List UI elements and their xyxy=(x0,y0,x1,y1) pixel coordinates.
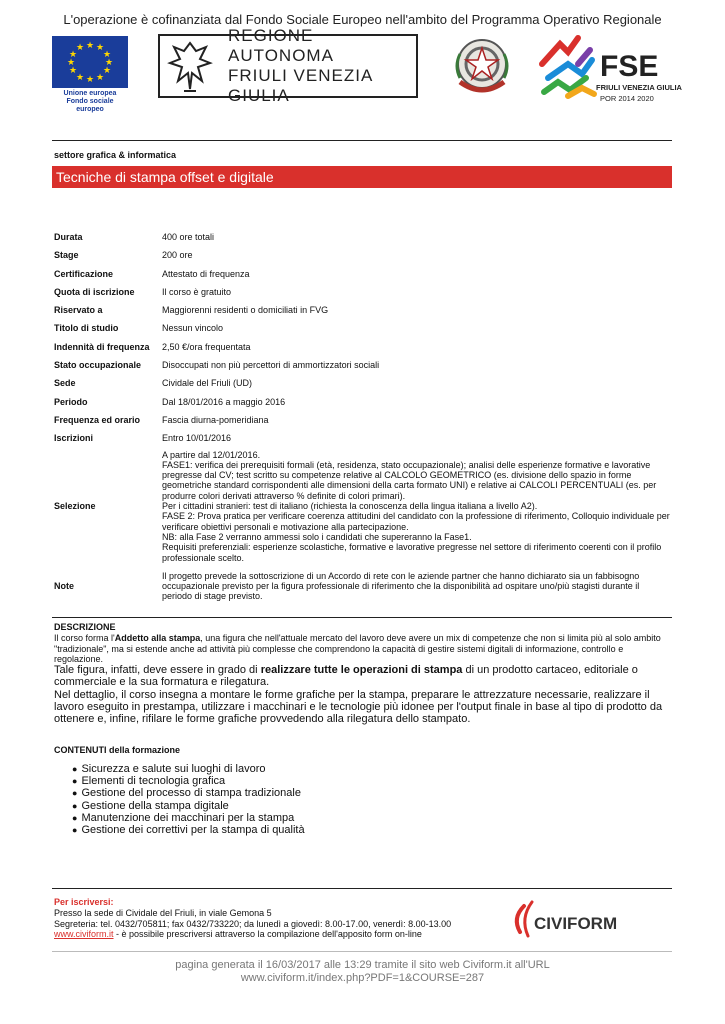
selection-line: FASE1: verifica dei prerequisiti formali (età, residenza, stato occupazionale); analisi delle esperienze formative e lavorative pregresse dal CV; test scritto su competenze relative al CALCOLO GEOMETRICO (es. divisione dello spazio in forme geometriche standard corrispondenti alle dimensioni della carta formato UNI) e relative ai CALCOLI PERCENTUALI (es. per produrre colori derivati attraverso % definite di colori primari). xyxy=(162,459,657,501)
info-label: Iscrizioni xyxy=(54,433,94,444)
table-row xyxy=(52,228,672,246)
info-label: Durata xyxy=(54,232,83,242)
eu-logo xyxy=(52,36,132,114)
table-row xyxy=(52,319,672,337)
info-value: Fascia diurna-pomeridiana xyxy=(162,414,269,425)
info-value: Nessun vincolo xyxy=(162,323,224,334)
eu-flag-icon: ★ ★ ★ ★ ★ ★ ★ ★ ★ ★ ★ ★ xyxy=(52,36,128,88)
logo-strip xyxy=(52,26,682,113)
info-value: Maggiorenni residenti o domiciliati in FVG xyxy=(162,305,329,316)
note-text: Il progetto prevede la sottoscrizione di un Accordo di rete con le aziende partner che hanno dichiarato sia un fabbisogno occupazionale previsto per la figura professionale di riferimento che la disponibilità ad ospitare uno/più stagisti durante il periodo di stage previsto. xyxy=(162,570,640,602)
table-row xyxy=(52,429,672,447)
info-label: Stage xyxy=(54,250,79,261)
table-row xyxy=(52,565,672,604)
info-label: Note xyxy=(54,581,74,592)
table-row xyxy=(52,411,672,429)
footer-divider xyxy=(52,951,672,952)
info-label: Quota di iscrizione xyxy=(54,286,135,297)
fse-title: FSE xyxy=(600,50,659,83)
info-value: 200 ore xyxy=(162,250,193,261)
info-label: Periodo xyxy=(54,396,88,407)
info-value: Entro 10/01/2016 xyxy=(162,433,232,444)
cofinance-header: L'operazione è cofinanziata dal Fondo Sociale Europeo nell'ambito del Programma Operativo Regionale xyxy=(63,12,662,27)
selection-line: Requisiti preferenziali: esperienze scolastiche, formative e lavorative pregresse nel settore di riferimento coerenti con il profilo professionale scelto. xyxy=(162,542,662,563)
info-value: Attestato di frequenza xyxy=(162,268,250,279)
selection-line: Per i cittadini stranieri: test di italiano (richiesta la conoscenza della lingua italiana a livello A2). xyxy=(162,501,538,512)
enrollment-heading: Per iscriversi: xyxy=(54,897,114,907)
fse-region: FRIULI VENEZIA GIULIA xyxy=(596,83,682,92)
info-value: Disoccupati non più percettori di ammortizzatori sociali xyxy=(162,360,380,371)
info-label: Certificazione xyxy=(54,268,114,279)
course-sector: settore grafica & informatica xyxy=(54,150,177,160)
table-row xyxy=(52,283,672,301)
enrollment-online: www.civiform.it - è possibile prescriversi attraverso la compilazione dell'apposito form on-line xyxy=(54,929,422,940)
selection-text xyxy=(160,448,672,565)
table-row xyxy=(52,448,672,565)
course-title: Tecniche di stampa offset e digitale xyxy=(52,166,672,188)
info-value: Cividale del Friuli (UD) xyxy=(162,378,253,389)
selection-line: A partire dal 12/01/2016. xyxy=(162,449,261,460)
footer-generated: pagina generata il 16/03/2017 alle 13:29 tramite il sito web Civiform.it all'URL xyxy=(175,959,550,971)
description-paragraph-3: Nel dettaglio, il corso insegna a montare le forme grafiche per la stampa, preparare le attrezzature necessarie, realizzare il lavoro eseguito in prestampa, utilizzare i macchinari e le tecnologie più idonee per l'output finale in base al tipo di prodotto da ottenere e, infine, rifilare le forme grafiche provvedendo alla rilegatura dello stampato. xyxy=(54,688,663,726)
page-footer xyxy=(0,959,725,985)
fse-por: POR 2014 2020 xyxy=(600,94,654,103)
enrollment-address: Presso la sede di Cividale del Friuli, in viale Gemona 5 xyxy=(54,907,272,918)
info-label: Stato occupazionale xyxy=(54,360,142,371)
enrollment-info xyxy=(54,897,451,940)
info-label: Selezione xyxy=(54,501,96,512)
list-item: ● Gestione dei correttivi per la stampa di qualità xyxy=(72,824,305,836)
table-row xyxy=(52,393,672,411)
region-fvg-logo xyxy=(158,26,418,105)
italian-republic-emblem-icon xyxy=(452,34,512,100)
fse-logo xyxy=(538,34,682,106)
contents-list xyxy=(72,763,305,836)
eu-caption-line2: Fondo sociale europeo xyxy=(66,98,114,113)
table-row xyxy=(52,265,672,283)
list-item: ● Manutenzione dei macchinari per la stampa xyxy=(72,812,305,824)
header-divider xyxy=(52,140,672,141)
enrollment-divider xyxy=(52,888,672,889)
civiform-logo xyxy=(510,898,618,942)
description-body xyxy=(54,664,674,725)
civiform-link[interactable]: www.civiform.it xyxy=(54,929,114,940)
enrollment-contacts: Segreteria: tel. 0432/705811; fax 0432/733220; da lunedì a giovedì: 8.00-17.00, venerdì: 8.00-13.00 xyxy=(54,918,452,929)
description-heading: DESCRIZIONE xyxy=(54,622,116,632)
table-divider xyxy=(52,617,672,618)
table-row xyxy=(52,338,672,356)
info-value: 2,50 €/ora frequentata xyxy=(162,341,251,352)
info-value: 400 ore totali xyxy=(162,232,215,242)
footer-url: www.civiform.it/index.php?PDF=1&COURSE=287 xyxy=(240,972,485,984)
selection-line: FASE 2: Prova pratica per verificare coerenza attitudini del candidato con la professione di riferimento, Colloquio individuale per verificare obiettivi personali e motivazione alla partecipazione. xyxy=(162,511,670,532)
table-row xyxy=(52,246,672,264)
course-info-table xyxy=(52,228,672,604)
contents-heading: CONTENUTI della formazione xyxy=(54,745,181,755)
info-label: Titolo di studio xyxy=(54,323,119,334)
region-name-line2: FRIULI VENEZIA GIULIA xyxy=(228,66,373,105)
table-row xyxy=(52,356,672,374)
selection-line: NB: alla Fase 2 verranno ammessi solo i candidati che supereranno la Fase1. xyxy=(162,531,472,542)
description-paragraph-1: Il corso forma l'Addetto alla stampa, una figura che nell'attuale mercato del lavoro deve avere un mix di competenze che non si limita più al solo ambito "tradizionale", ma si estende anche ad attività più complesse che comprendono la capacità di gestire sistemi digitali di informazione, controllo e regolazione. xyxy=(54,633,661,664)
description-paragraph-2: Tale figura, infatti, deve essere in grado di realizzare tutte le operazioni di stampa di un prodotto cartaceo, editoriale o commerciale e la sua formatura e rilegatura. xyxy=(54,664,638,689)
eu-caption-line1: Unione europea xyxy=(63,90,117,97)
info-label: Sede xyxy=(54,378,76,389)
region-name-line1: REGIONE AUTONOMA xyxy=(228,26,334,65)
list-item: ● Elementi di tecnologia grafica xyxy=(72,775,305,787)
job-title-bold: Addetto alla stampa xyxy=(114,633,201,643)
info-value: Il corso è gratuito xyxy=(162,286,232,297)
civiform-logo-text: CIVIFORM xyxy=(534,914,618,933)
info-label: Frequenza ed orario xyxy=(54,414,141,425)
eagle-icon xyxy=(166,37,214,95)
list-item: ● Sicurezza e salute sui luoghi di lavoro xyxy=(72,763,305,775)
info-label: Riservato a xyxy=(54,305,103,316)
list-item: ● Gestione del processo di stampa tradizionale xyxy=(72,787,305,799)
table-row xyxy=(52,301,672,319)
operations-bold: realizzare tutte le operazioni di stampa xyxy=(260,664,463,676)
info-value: Dal 18/01/2016 a maggio 2016 xyxy=(162,396,286,407)
table-row xyxy=(52,374,672,392)
info-label: Indennità di frequenza xyxy=(54,341,150,352)
list-item: ● Gestione della stampa digitale xyxy=(72,800,305,812)
